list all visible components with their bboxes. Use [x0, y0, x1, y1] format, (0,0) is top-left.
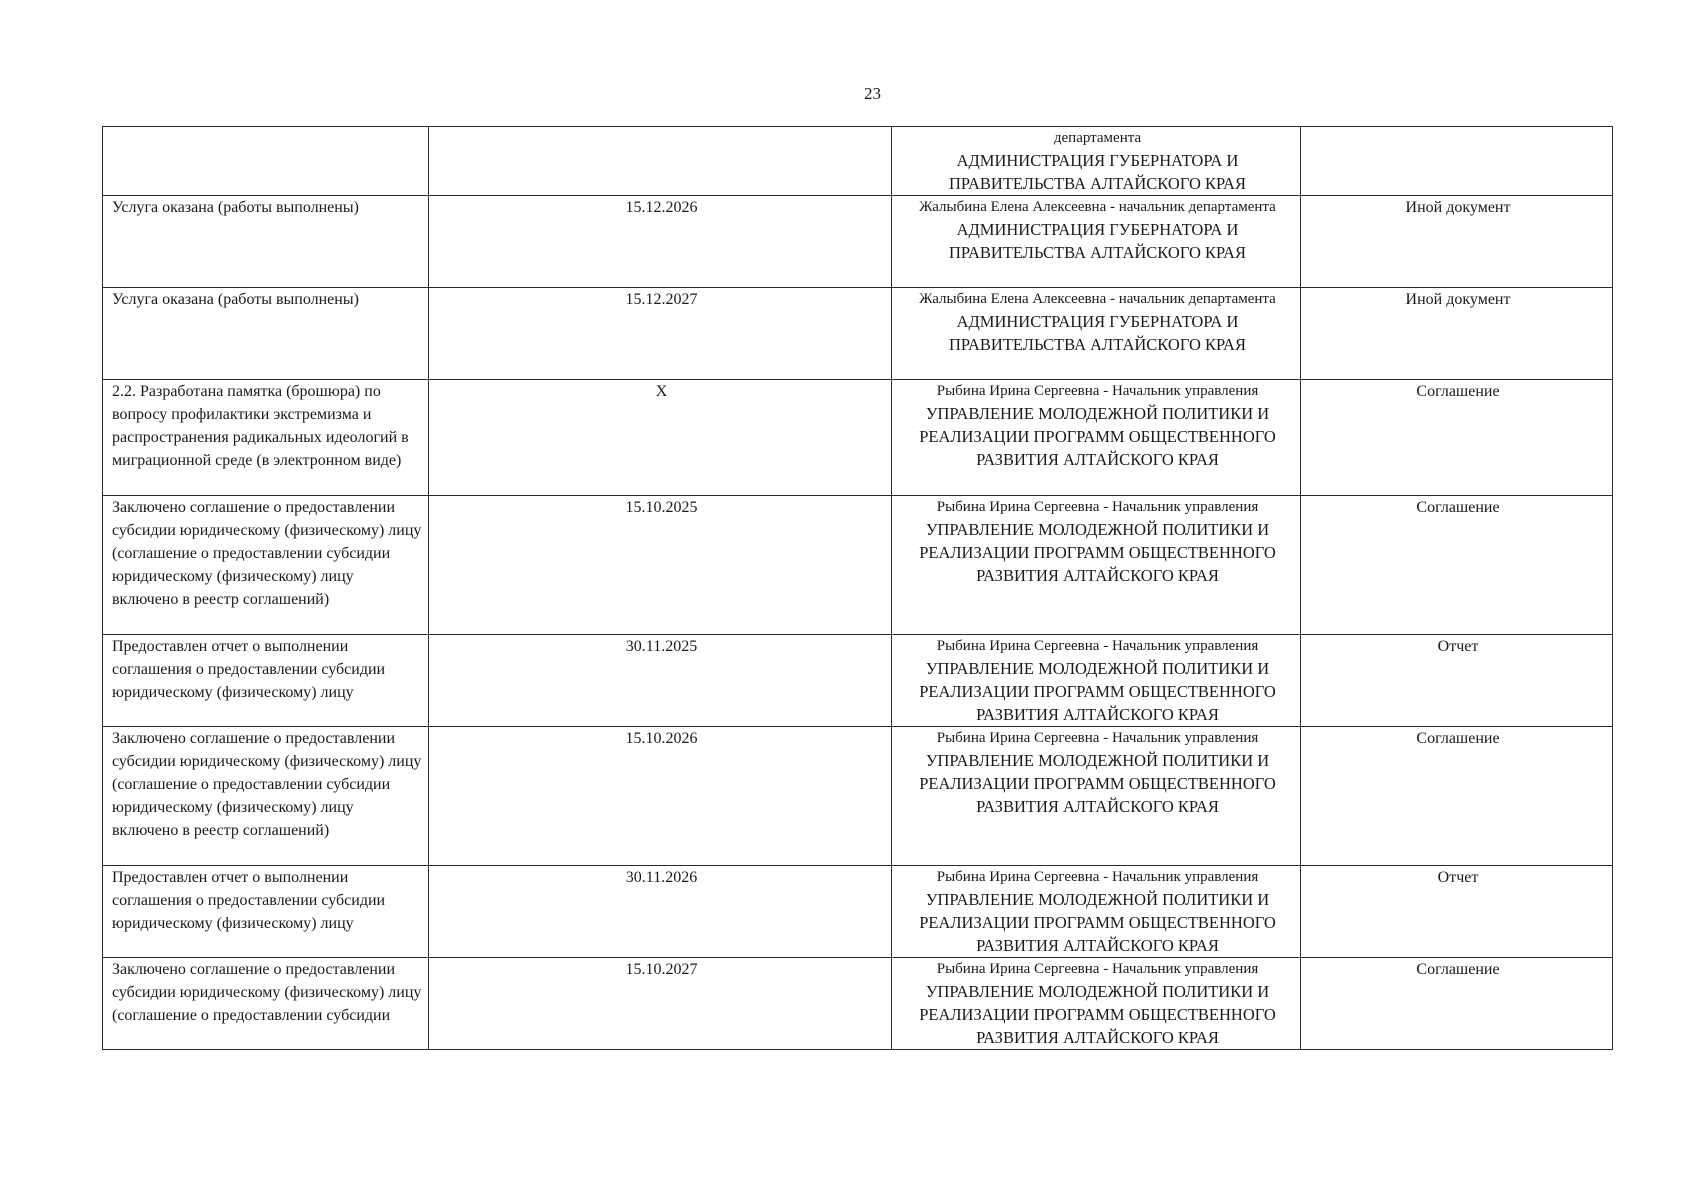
event-cell [103, 127, 429, 196]
responsible-cell [892, 196, 1301, 288]
responsible-organization: УПРАВЛЕНИЕ МОЛОДЕЖНОЙ ПОЛИТИКИ И РЕАЛИЗАЦИИ ПРОГРАММ ОБЩЕСТВЕННОГО РАЗВИТИЯ АЛТАЙСКОГО КРАЯ [919, 520, 1276, 585]
responsible-cell [892, 127, 1301, 196]
date-cell: X [429, 380, 892, 496]
responsible-organization: АДМИНИСТРАЦИЯ ГУБЕРНАТОРА И ПРАВИТЕЛЬСТВА АЛТАЙСКОГО КРАЯ [949, 220, 1246, 262]
event-cell: Предоставлен отчет о выполнении соглашения о предоставлении субсидии юридическому (физическому) лицу [103, 635, 429, 727]
responsible-person: Рыбина Ирина Сергеевна - Начальник управления [936, 499, 1259, 515]
date-cell: 30.11.2025 [429, 635, 892, 727]
document-cell: Отчет [1301, 635, 1613, 727]
responsible-cell [892, 866, 1301, 958]
table-row [103, 958, 1613, 1050]
responsible-cell [892, 380, 1301, 496]
date-cell: 15.10.2026 [429, 727, 892, 866]
responsible-cell [892, 496, 1301, 635]
document-cell: Отчет [1301, 866, 1613, 958]
table-row [103, 380, 1613, 496]
responsible-organization: АДМИНИСТРАЦИЯ ГУБЕРНАТОРА И ПРАВИТЕЛЬСТВА АЛТАЙСКОГО КРАЯ [949, 151, 1246, 193]
responsible-cell [892, 635, 1301, 727]
responsible-person: Рыбина Ирина Сергеевна - Начальник управления [936, 869, 1259, 885]
responsible-cell [892, 958, 1301, 1050]
event-cell: Заключено соглашение о предоставлении субсидии юридическому (физическому) лицу (соглашение о предоставлении субсидии юридическому (физическому) лицу включено в реестр соглашений) [103, 496, 429, 635]
date-cell: 15.10.2027 [429, 958, 892, 1050]
responsible-person: Рыбина Ирина Сергеевна - Начальник управления [936, 961, 1259, 977]
event-cell: Услуга оказана (работы выполнены) [103, 288, 429, 380]
responsible-organization: АДМИНИСТРАЦИЯ ГУБЕРНАТОРА И ПРАВИТЕЛЬСТВА АЛТАЙСКОГО КРАЯ [949, 312, 1246, 354]
event-cell: Заключено соглашение о предоставлении субсидии юридическому (физическому) лицу (соглашение о предоставлении субсидии [103, 958, 429, 1050]
responsible-cell [892, 727, 1301, 866]
document-cell: Иной документ [1301, 288, 1613, 380]
document-cell: Соглашение [1301, 958, 1613, 1050]
date-cell: 30.11.2026 [429, 866, 892, 958]
event-cell: Предоставлен отчет о выполнении соглашения о предоставлении субсидии юридическому (физическому) лицу [103, 866, 429, 958]
table-row [103, 127, 1613, 196]
responsible-organization: УПРАВЛЕНИЕ МОЛОДЕЖНОЙ ПОЛИТИКИ И РЕАЛИЗАЦИИ ПРОГРАММ ОБЩЕСТВЕННОГО РАЗВИТИЯ АЛТАЙСКОГО КРАЯ [919, 404, 1276, 469]
document-cell [1301, 127, 1613, 196]
responsible-organization: УПРАВЛЕНИЕ МОЛОДЕЖНОЙ ПОЛИТИКИ И РЕАЛИЗАЦИИ ПРОГРАММ ОБЩЕСТВЕННОГО РАЗВИТИЯ АЛТАЙСКОГО КРАЯ [919, 890, 1276, 955]
responsible-person: Рыбина Ирина Сергеевна - Начальник управления [936, 730, 1259, 746]
table-row [103, 196, 1613, 288]
responsible-organization: УПРАВЛЕНИЕ МОЛОДЕЖНОЙ ПОЛИТИКИ И РЕАЛИЗАЦИИ ПРОГРАММ ОБЩЕСТВЕННОГО РАЗВИТИЯ АЛТАЙСКОГО КРАЯ [919, 751, 1276, 816]
table-row [103, 635, 1613, 727]
page-number: 23 [864, 84, 881, 103]
responsible-person: Рыбина Ирина Сергеевна - Начальник управления [936, 638, 1259, 654]
date-cell: 15.12.2026 [429, 196, 892, 288]
responsible-person: Рыбина Ирина Сергеевна - Начальник управления [936, 383, 1259, 399]
responsible-organization: УПРАВЛЕНИЕ МОЛОДЕЖНОЙ ПОЛИТИКИ И РЕАЛИЗАЦИИ ПРОГРАММ ОБЩЕСТВЕННОГО РАЗВИТИЯ АЛТАЙСКОГО КРАЯ [919, 659, 1276, 724]
responsible-person: Жалыбина Елена Алексеевна - начальник департамента [919, 199, 1276, 215]
control-points-table [102, 126, 1613, 1050]
document-cell: Соглашение [1301, 496, 1613, 635]
date-cell: 15.10.2025 [429, 496, 892, 635]
table-row [103, 866, 1613, 958]
event-cell: Заключено соглашение о предоставлении субсидии юридическому (физическому) лицу (соглашение о предоставлении субсидии юридическому (физическому) лицу включено в реестр соглашений) [103, 727, 429, 866]
responsible-person: департамента [1053, 130, 1142, 146]
document-cell: Соглашение [1301, 727, 1613, 866]
table-row [103, 727, 1613, 866]
table-row [103, 288, 1613, 380]
event-cell: Услуга оказана (работы выполнены) [103, 196, 429, 288]
date-cell [429, 127, 892, 196]
responsible-person: Жалыбина Елена Алексеевна - начальник департамента [919, 291, 1276, 307]
document-cell: Соглашение [1301, 380, 1613, 496]
document-cell: Иной документ [1301, 196, 1613, 288]
responsible-organization: УПРАВЛЕНИЕ МОЛОДЕЖНОЙ ПОЛИТИКИ И РЕАЛИЗАЦИИ ПРОГРАММ ОБЩЕСТВЕННОГО РАЗВИТИЯ АЛТАЙСКОГО КРАЯ [919, 982, 1276, 1047]
table-row [103, 496, 1613, 635]
event-cell: 2.2. Разработана памятка (брошюра) по вопросу профилактики экстремизма и распространения радикальных идеологий в миграционной среде (в электронном виде) [103, 380, 429, 496]
date-cell: 15.12.2027 [429, 288, 892, 380]
responsible-cell [892, 288, 1301, 380]
